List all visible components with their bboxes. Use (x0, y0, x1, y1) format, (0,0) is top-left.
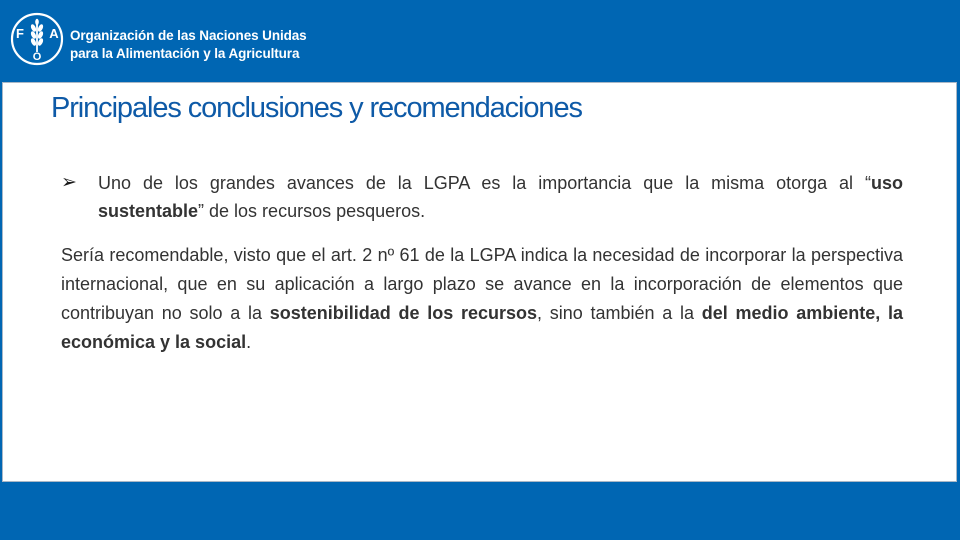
org-name-line-2: para la Alimentación y la Agricultura (70, 46, 300, 61)
bullet-text: Uno de los grandes avances de la LGPA es la importancia que la misma otorga al “uso sustentable” de los recursos pesqueros. (98, 173, 903, 221)
bold-sostenibilidad: sostenibilidad de los recursos (269, 303, 538, 323)
bold-uso-sustentable: uso sustentable (98, 173, 903, 221)
fao-logo-icon (10, 12, 64, 66)
header-bar (0, 0, 960, 80)
logo-letter-a: A (49, 26, 59, 41)
recommendation-paragraph: Sería recomendable, visto que el art. 2 nº 61 de la LGPA indica la necesidad de incorporar la perspectiva internacional, que en su aplicación a largo plazo se avance en la incorporación de elementos que contribuyan no solo a la sostenibilidad de los recursos, sino también a la del medio ambiente, la económica y la social. (61, 245, 903, 352)
logo-letter-o: O (32, 51, 42, 63)
bullet-item (61, 169, 903, 225)
organization-name (70, 27, 307, 63)
slide-content-area (2, 82, 957, 482)
arrow-bullet-icon: ➢ (61, 172, 77, 193)
footer-bar (0, 483, 960, 540)
bold-medio-ambiente: del medio ambiente, la económica y la social (61, 303, 903, 352)
slide-title: Principales conclusiones y recomendaciones (51, 92, 582, 124)
org-name-line-1: Organización de las Naciones Unidas (70, 28, 307, 43)
logo-letter-f: F (16, 26, 24, 41)
